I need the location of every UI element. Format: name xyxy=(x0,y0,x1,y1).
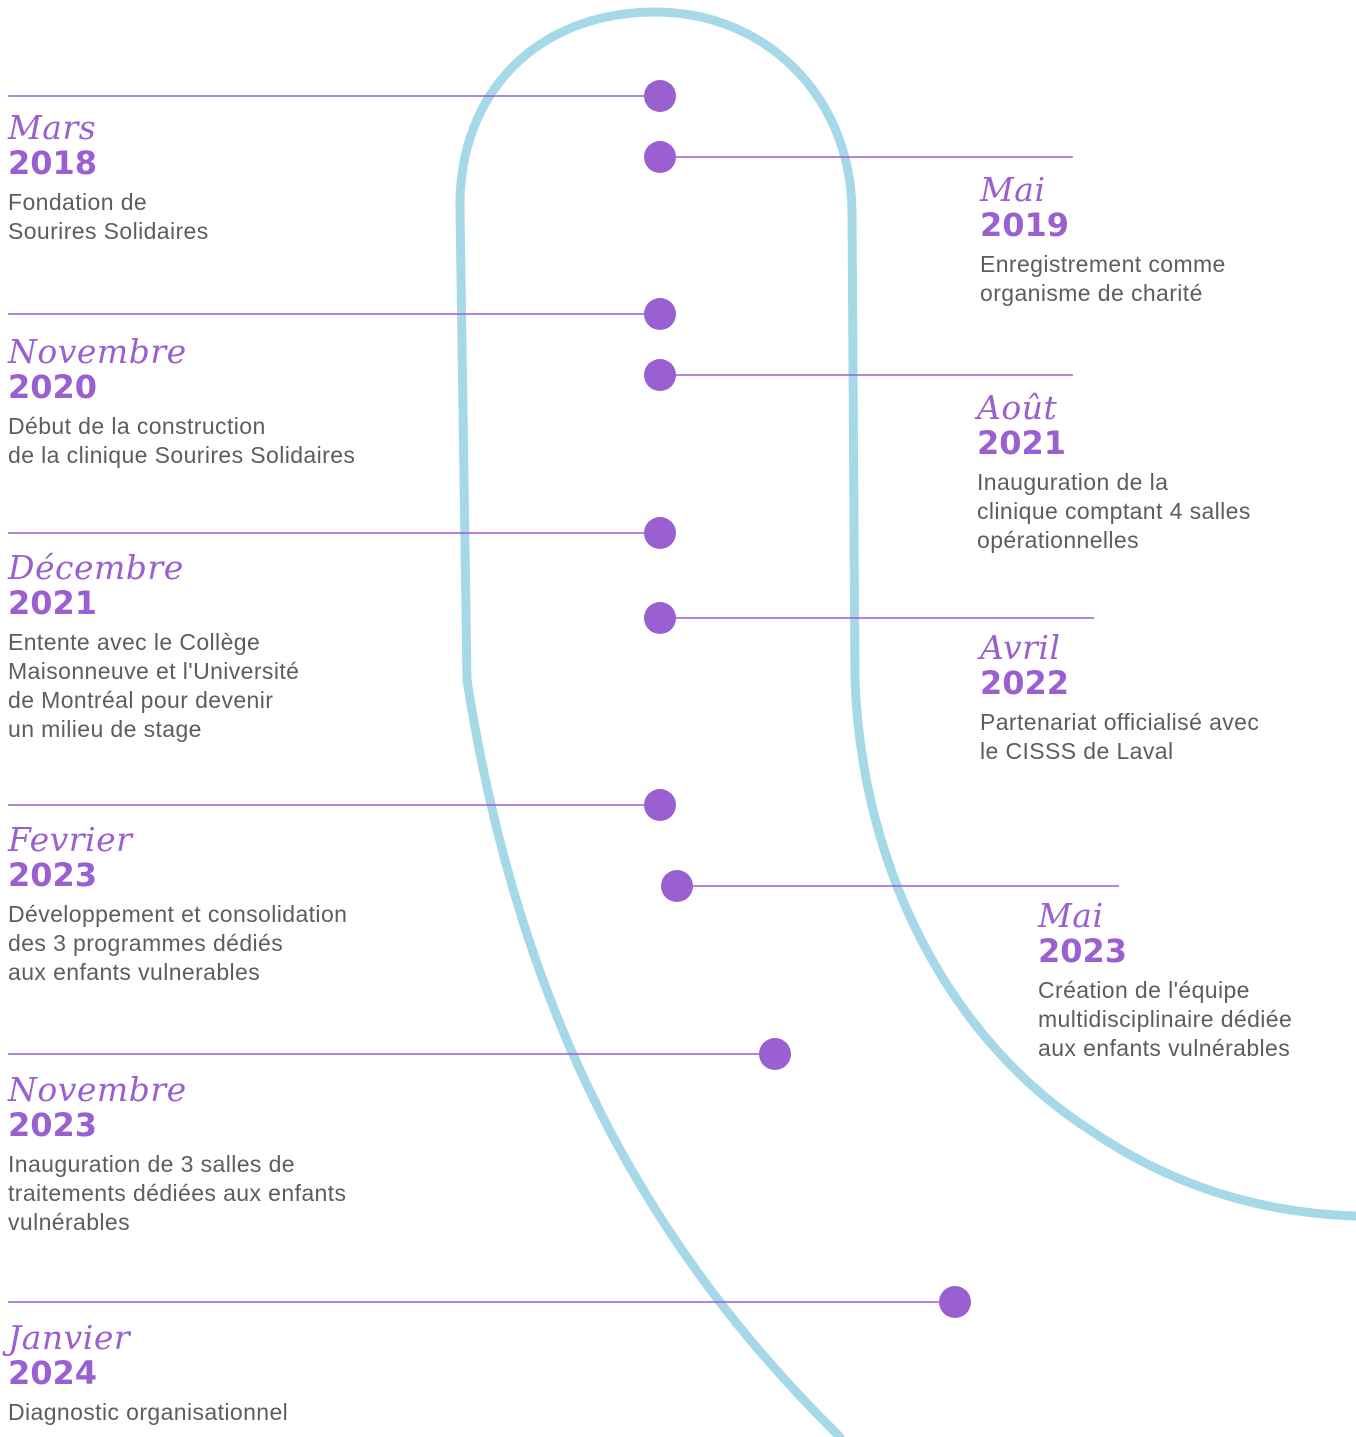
event-marker-4 xyxy=(644,359,1073,391)
event-fevrier-2023 xyxy=(8,822,347,987)
event-marker-5 xyxy=(8,517,676,549)
event-aout-2021 xyxy=(977,390,1251,555)
event-marker-7 xyxy=(8,789,676,821)
event-marker-9 xyxy=(8,1038,791,1070)
event-month: Août xyxy=(977,388,1058,427)
event-avril-2022 xyxy=(980,630,1259,766)
event-description: Développement et consolidation des 3 programmes dédiés aux enfants vulnerables xyxy=(8,901,348,985)
event-mai-2023 xyxy=(1038,898,1292,1063)
event-description: Début de la construction de la clinique Sourires Solidaires xyxy=(8,413,356,468)
event-mars-2018 xyxy=(8,110,209,246)
event-novembre-2023 xyxy=(8,1072,346,1237)
event-marker-2 xyxy=(644,141,1073,173)
event-month: Avril xyxy=(980,628,1061,667)
event-year: 2018 xyxy=(8,144,98,182)
event-month: Mai xyxy=(980,170,1046,209)
event-marker-3 xyxy=(8,298,676,330)
event-month: Mai xyxy=(1038,896,1104,935)
event-novembre-2020 xyxy=(8,334,355,470)
event-description: Diagnostic organisationnel xyxy=(8,1399,289,1425)
event-marker-10 xyxy=(8,1286,971,1318)
event-mai-2019 xyxy=(980,172,1226,308)
event-description: Entente avec le Collège Maisonneuve et l'Université de Montréal pour devenir un milieu de stage xyxy=(8,629,300,742)
event-description: Inauguration de 3 salles de traitements dédiées aux enfants vulnérables xyxy=(8,1151,347,1235)
event-month: Novembre xyxy=(8,1070,187,1109)
event-description: Création de l'équipe multidisciplinaire dédiée aux enfants vulnérables xyxy=(1038,977,1293,1061)
event-year: 2022 xyxy=(980,664,1070,702)
event-description: Inauguration de la clinique comptant 4 salles opérationnelles xyxy=(977,469,1251,553)
event-month: Mars xyxy=(8,108,97,147)
event-year: 2021 xyxy=(977,424,1067,462)
event-marker-1 xyxy=(8,80,676,112)
event-month: Décembre xyxy=(8,548,184,587)
event-month: Fevrier xyxy=(8,820,133,859)
event-month: Novembre xyxy=(8,332,187,371)
event-year: 2024 xyxy=(8,1354,98,1392)
event-description: Partenariat officialisé avec le CISSS de Laval xyxy=(980,709,1260,764)
event-month: Janvier xyxy=(8,1318,131,1357)
event-decembre-2021 xyxy=(8,550,299,744)
event-year: 2019 xyxy=(980,206,1070,244)
event-year: 2021 xyxy=(8,584,98,622)
event-description: Fondation de Sourires Solidaires xyxy=(8,189,209,244)
event-year: 2020 xyxy=(8,368,98,406)
event-description: Enregistrement comme organisme de charité xyxy=(980,251,1226,306)
event-janvier-2024 xyxy=(8,1320,288,1427)
event-year: 2023 xyxy=(8,856,98,894)
event-year: 2023 xyxy=(1038,932,1128,970)
event-year: 2023 xyxy=(8,1106,98,1144)
